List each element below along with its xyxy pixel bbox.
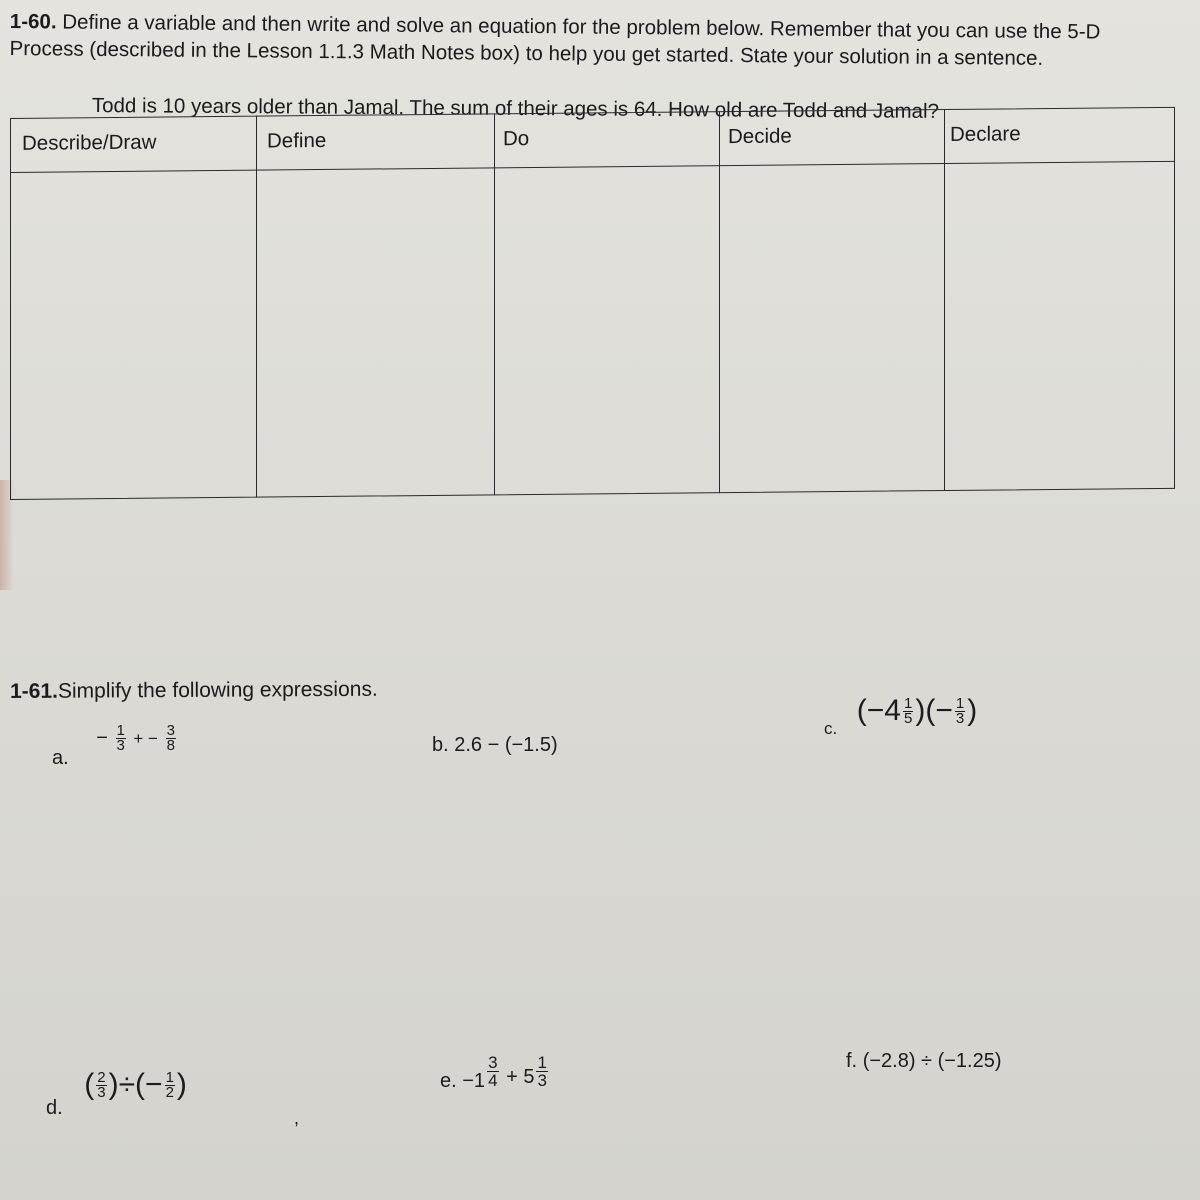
fraction-e1: $\frac{3}{4}$ (488, 1053, 498, 1090)
expression-e (440, 1053, 550, 1092)
expression-c (824, 694, 978, 739)
fraction-a1: $\frac{1}{3}$ (116, 722, 125, 754)
expr-f: (−2.8) ÷ (−1.25) (862, 1050, 1002, 1072)
problem-1-60-question: Todd is 10 years older than Jamal. The sum of their ages is 64. How old are Todd and Jamal? (91, 94, 940, 123)
operator-a: + − (133, 728, 158, 748)
fraction-a2: $\frac{3}{8}$ (166, 722, 175, 754)
problem-1-60-text: Define a variable and then write and solve an equation for the problem below. Remember that you can use the 5-D Process (described in the Lesson 1.1.3 Math Notes box) to help you get started. State your solution in a sentence. (9, 10, 1101, 70)
mid-d: )÷(− (108, 1068, 163, 1101)
column-divider (944, 109, 945, 491)
header-do: Do (503, 127, 530, 151)
column-divider (256, 116, 257, 498)
stray-mark: , (294, 1108, 300, 1128)
expression-b (432, 734, 558, 757)
header-declare: Declare (950, 122, 1021, 146)
header-define: Define (267, 128, 327, 153)
close-d: ) (176, 1068, 187, 1101)
fraction-c1: $\frac{1}{5}$ (904, 694, 913, 727)
problem-1-61-number: 1-61. (10, 679, 59, 703)
expression-d (46, 1068, 187, 1120)
expr-b: 2.6 − (−1.5) (454, 734, 558, 756)
mid-c: )(− (915, 694, 953, 727)
expression-f (846, 1050, 1002, 1073)
label-e: e. (440, 1069, 457, 1092)
header-decide: Decide (728, 124, 792, 149)
label-a: a. (52, 746, 69, 769)
close-c: ) (967, 694, 978, 727)
problem-1-61-heading (10, 678, 378, 704)
five-d-table (10, 107, 1175, 501)
problem-1-61-title: Simplify the following expressions. (57, 677, 378, 703)
label-f: f. (846, 1050, 858, 1072)
whole-e: −1 (462, 1069, 486, 1092)
header-describe-draw: Describe/Draw (22, 130, 157, 155)
operator-e: + 5 (506, 1065, 535, 1088)
fraction-e2: $\frac{1}{3}$ (537, 1053, 547, 1090)
label-c: c. (824, 719, 838, 739)
label-d: d. (46, 1097, 63, 1120)
column-divider (719, 111, 720, 493)
fraction-d1: $\frac{2}{3}$ (97, 1068, 106, 1101)
open-c: (−4 (856, 694, 901, 727)
label-b: b. (432, 734, 449, 756)
sign-a: − (96, 726, 108, 749)
expression-a (52, 722, 178, 769)
problem-1-60-number: 1-60. (9, 9, 57, 34)
column-divider (494, 113, 495, 495)
problem-1-60-instructions (9, 8, 1139, 73)
open-d: ( (84, 1068, 95, 1101)
fraction-c2: $\frac{1}{3}$ (955, 694, 965, 727)
fraction-d2: $\frac{1}{2}$ (165, 1068, 174, 1101)
